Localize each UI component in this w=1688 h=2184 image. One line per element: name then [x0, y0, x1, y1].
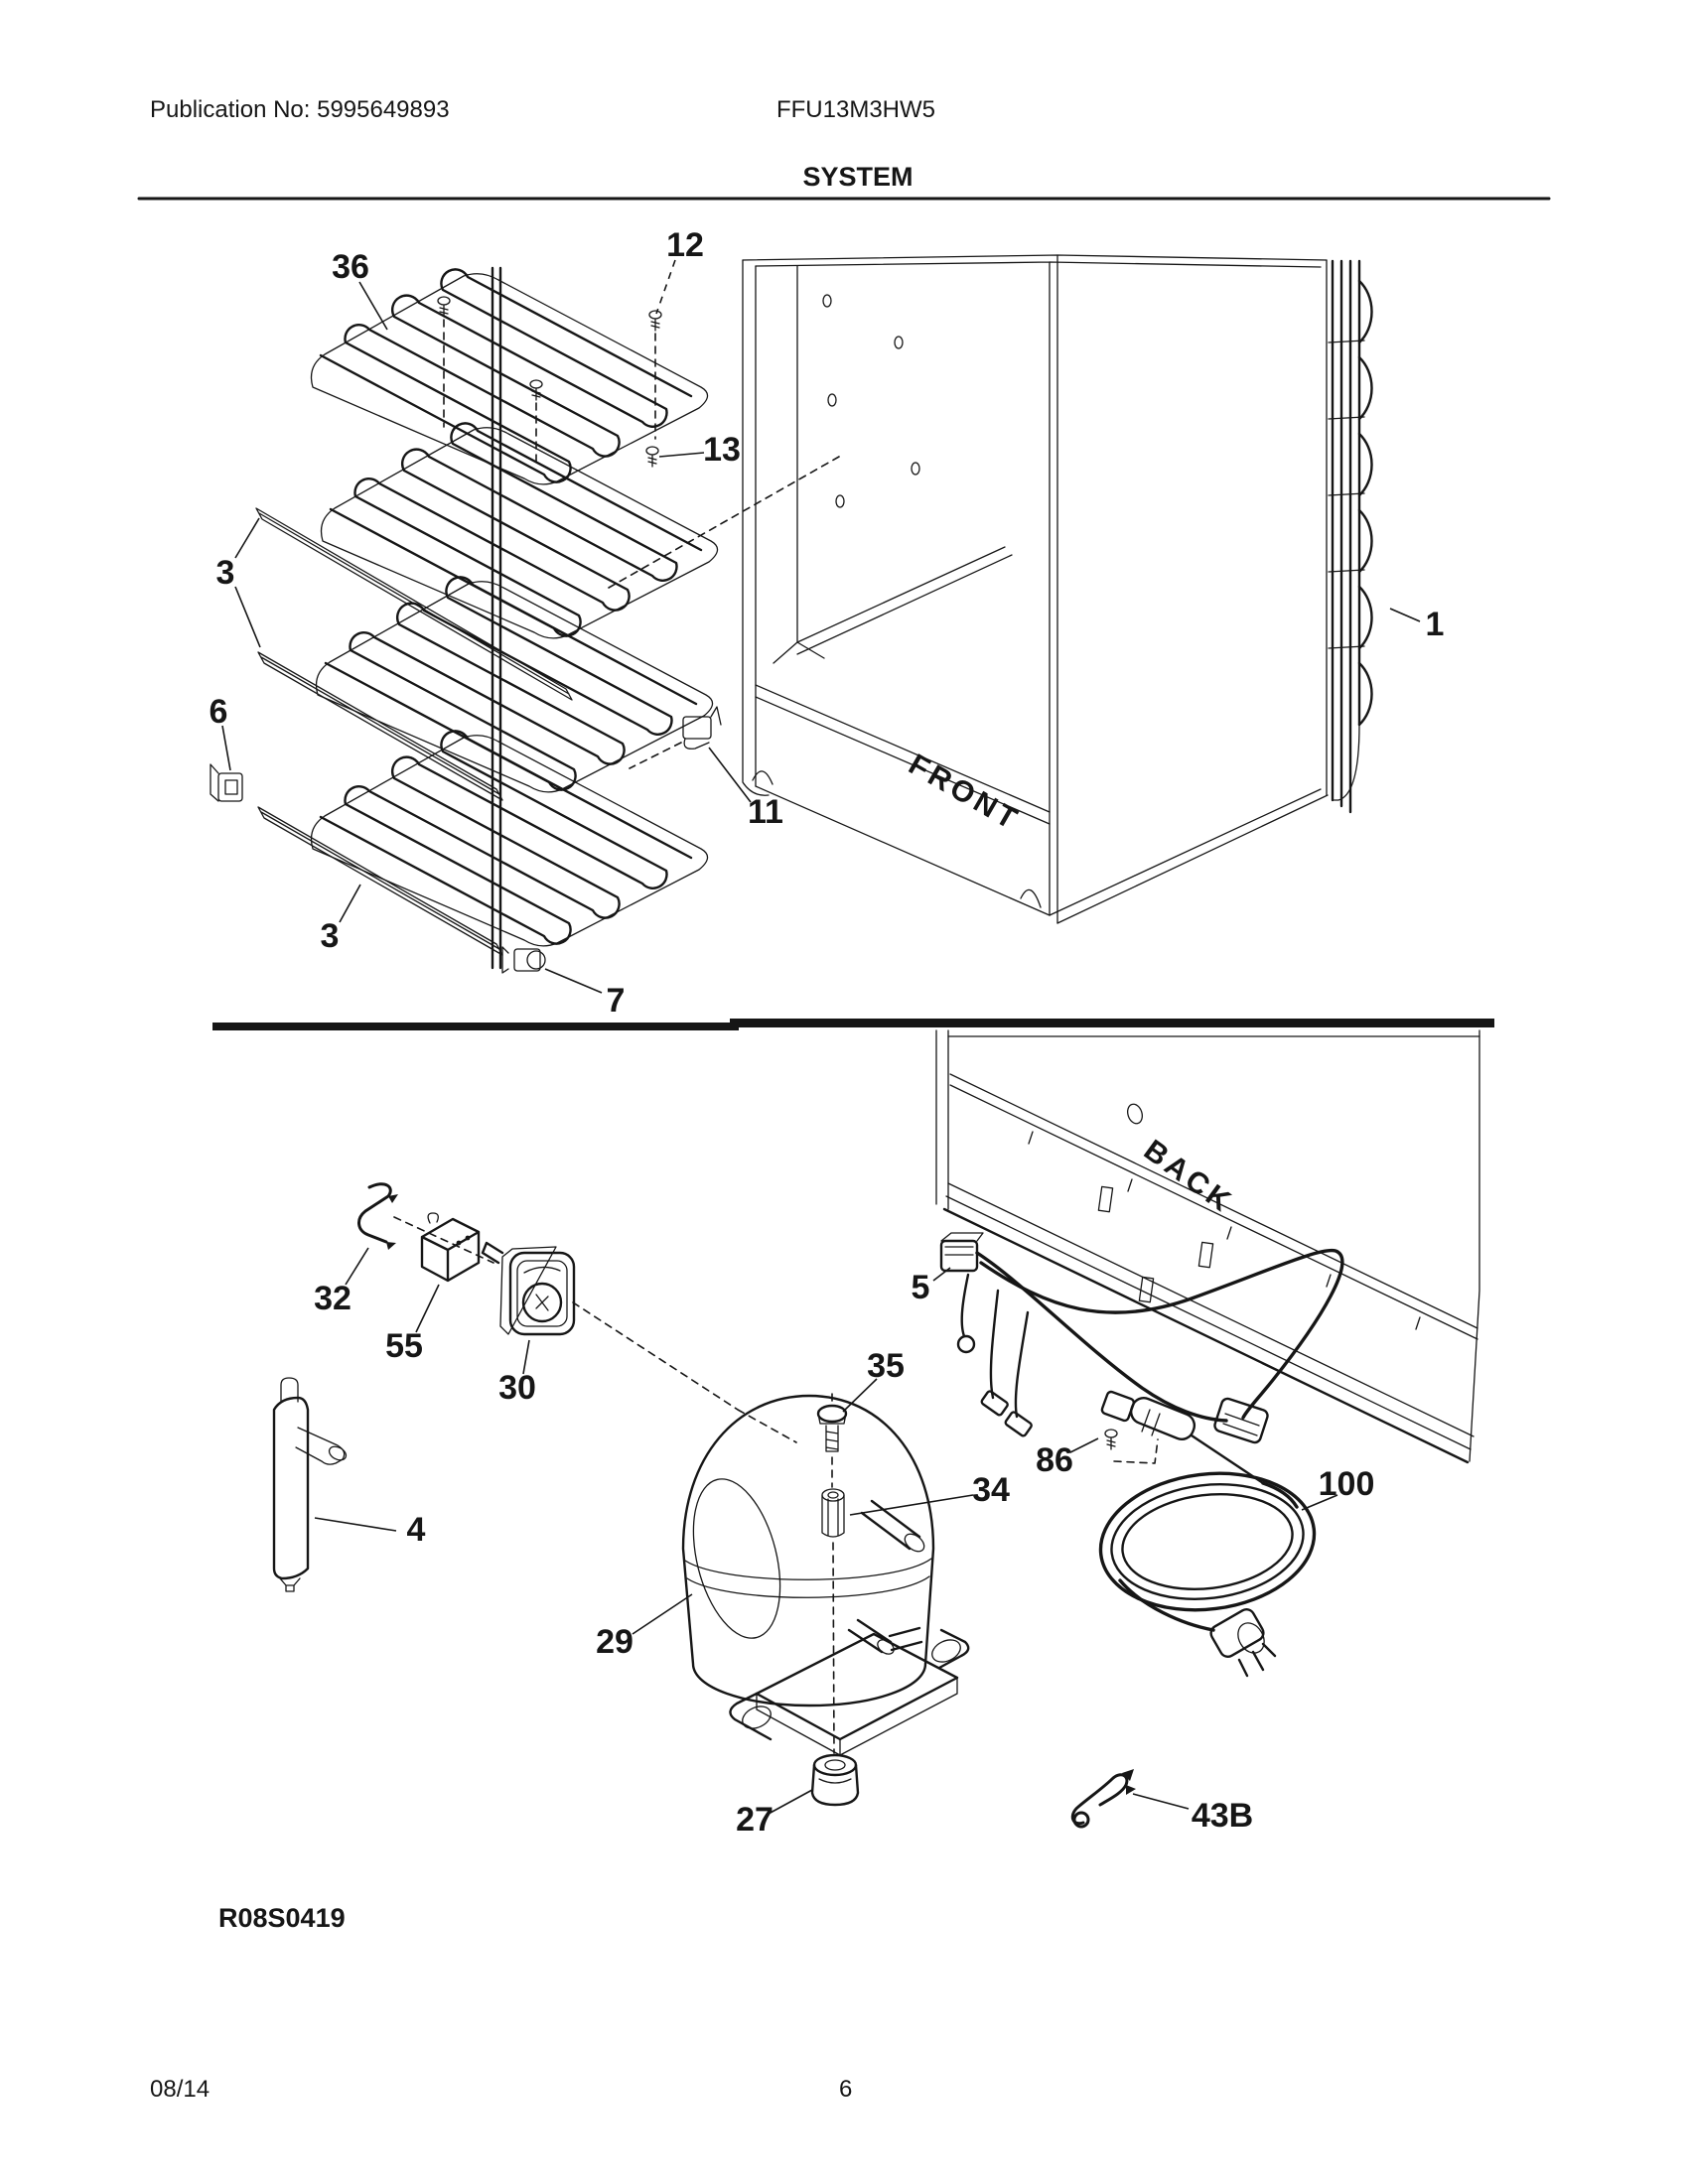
callout-43B: 43B — [1191, 1797, 1254, 1835]
publication-number: Publication No: 5995649893 — [150, 96, 450, 123]
freezer-cabinet — [609, 255, 1328, 923]
callout-86: 86 — [1036, 1441, 1073, 1479]
callout-leader-7 — [545, 969, 602, 993]
install-locator-line — [609, 457, 839, 588]
callout-12: 12 — [666, 226, 704, 264]
diagram-code: R08S0419 — [218, 1903, 346, 1933]
timer-chain-axis — [394, 1217, 796, 1442]
callout-3: 3 — [320, 917, 340, 955]
switch-55 — [422, 1213, 479, 1281]
page-footer — [150, 2076, 852, 2103]
back-label: BACK — [1137, 1133, 1240, 1221]
model-number: FFU13M3HW5 — [775, 96, 936, 123]
callout-35: 35 — [867, 1347, 905, 1385]
compressor-bolt-35 — [818, 1406, 846, 1451]
page-header — [139, 96, 1549, 199]
callout-leader-29 — [633, 1594, 692, 1634]
callout-leader-3 — [340, 885, 360, 922]
evaporator-clamp-11 — [683, 707, 721, 749]
callout-27: 27 — [736, 1801, 774, 1839]
callout-4: 4 — [406, 1511, 426, 1549]
callout-leader-86 — [1070, 1438, 1098, 1452]
callout-36: 36 — [332, 248, 369, 286]
condenser-coil — [1329, 261, 1372, 812]
callout-6: 6 — [209, 693, 228, 731]
callout-leader-34 — [850, 1495, 973, 1515]
evaporator-clamp-7 — [502, 947, 545, 973]
compressor — [678, 1396, 968, 1755]
callout-13: 13 — [703, 431, 741, 469]
callout-leader-3 — [235, 587, 260, 647]
standoff-34 — [822, 1489, 844, 1537]
grommet-27 — [812, 1755, 858, 1805]
callout-3: 3 — [215, 554, 235, 592]
callout-leader-27 — [769, 1790, 812, 1814]
front-label: FRONT — [903, 748, 1026, 838]
footer-date: 08/14 — [150, 2076, 211, 2103]
evaporator-assembly — [211, 268, 721, 973]
callout-leader-55 — [416, 1285, 439, 1332]
callout-11: 11 — [748, 793, 783, 831]
power-cord — [1093, 1461, 1323, 1676]
callout-leader-3 — [235, 518, 259, 558]
callout-leader-4 — [315, 1518, 396, 1531]
callout-100: 100 — [1318, 1465, 1375, 1503]
spring-clip-32 — [359, 1184, 398, 1250]
section-divider-left — [212, 1023, 739, 1030]
shelf-rail — [256, 508, 572, 955]
clip-43b — [1072, 1769, 1136, 1827]
callout-30: 30 — [498, 1369, 536, 1407]
filter-drier — [274, 1378, 349, 1591]
callout-leader-12 — [656, 260, 675, 314]
callout-34: 34 — [972, 1471, 1010, 1509]
section-title: SYSTEM — [802, 162, 914, 192]
cabinet-holes — [823, 295, 919, 507]
cabinet-back-panel — [936, 1030, 1479, 1462]
callout-5: 5 — [911, 1269, 930, 1306]
callout-55: 55 — [385, 1327, 423, 1365]
defrost-timer-30 — [483, 1243, 574, 1334]
screw-axis-lines — [444, 320, 655, 465]
callout-29: 29 — [596, 1623, 633, 1661]
callout-leader-1 — [1390, 609, 1420, 621]
section-divider-right — [730, 1019, 1494, 1027]
callout-32: 32 — [314, 1280, 352, 1317]
evaporator-clamp-6 — [211, 764, 242, 801]
clamp-locator-line — [630, 743, 681, 768]
mounting-ear-right — [928, 1630, 968, 1668]
evaporator-support — [492, 268, 500, 968]
compressor-axis — [832, 1394, 834, 1753]
power-plug — [1208, 1606, 1275, 1676]
callout-1: 1 — [1425, 606, 1445, 643]
callout-leader-43B — [1133, 1794, 1189, 1809]
callout-leader-6 — [222, 726, 230, 770]
callout-leader-11 — [709, 748, 751, 802]
wire-harness — [941, 1233, 1342, 1444]
callout-7: 7 — [606, 982, 626, 1020]
footer-page-number: 6 — [839, 2076, 853, 2103]
callout-leader-36 — [359, 282, 387, 330]
callout-leader-13 — [659, 453, 704, 457]
